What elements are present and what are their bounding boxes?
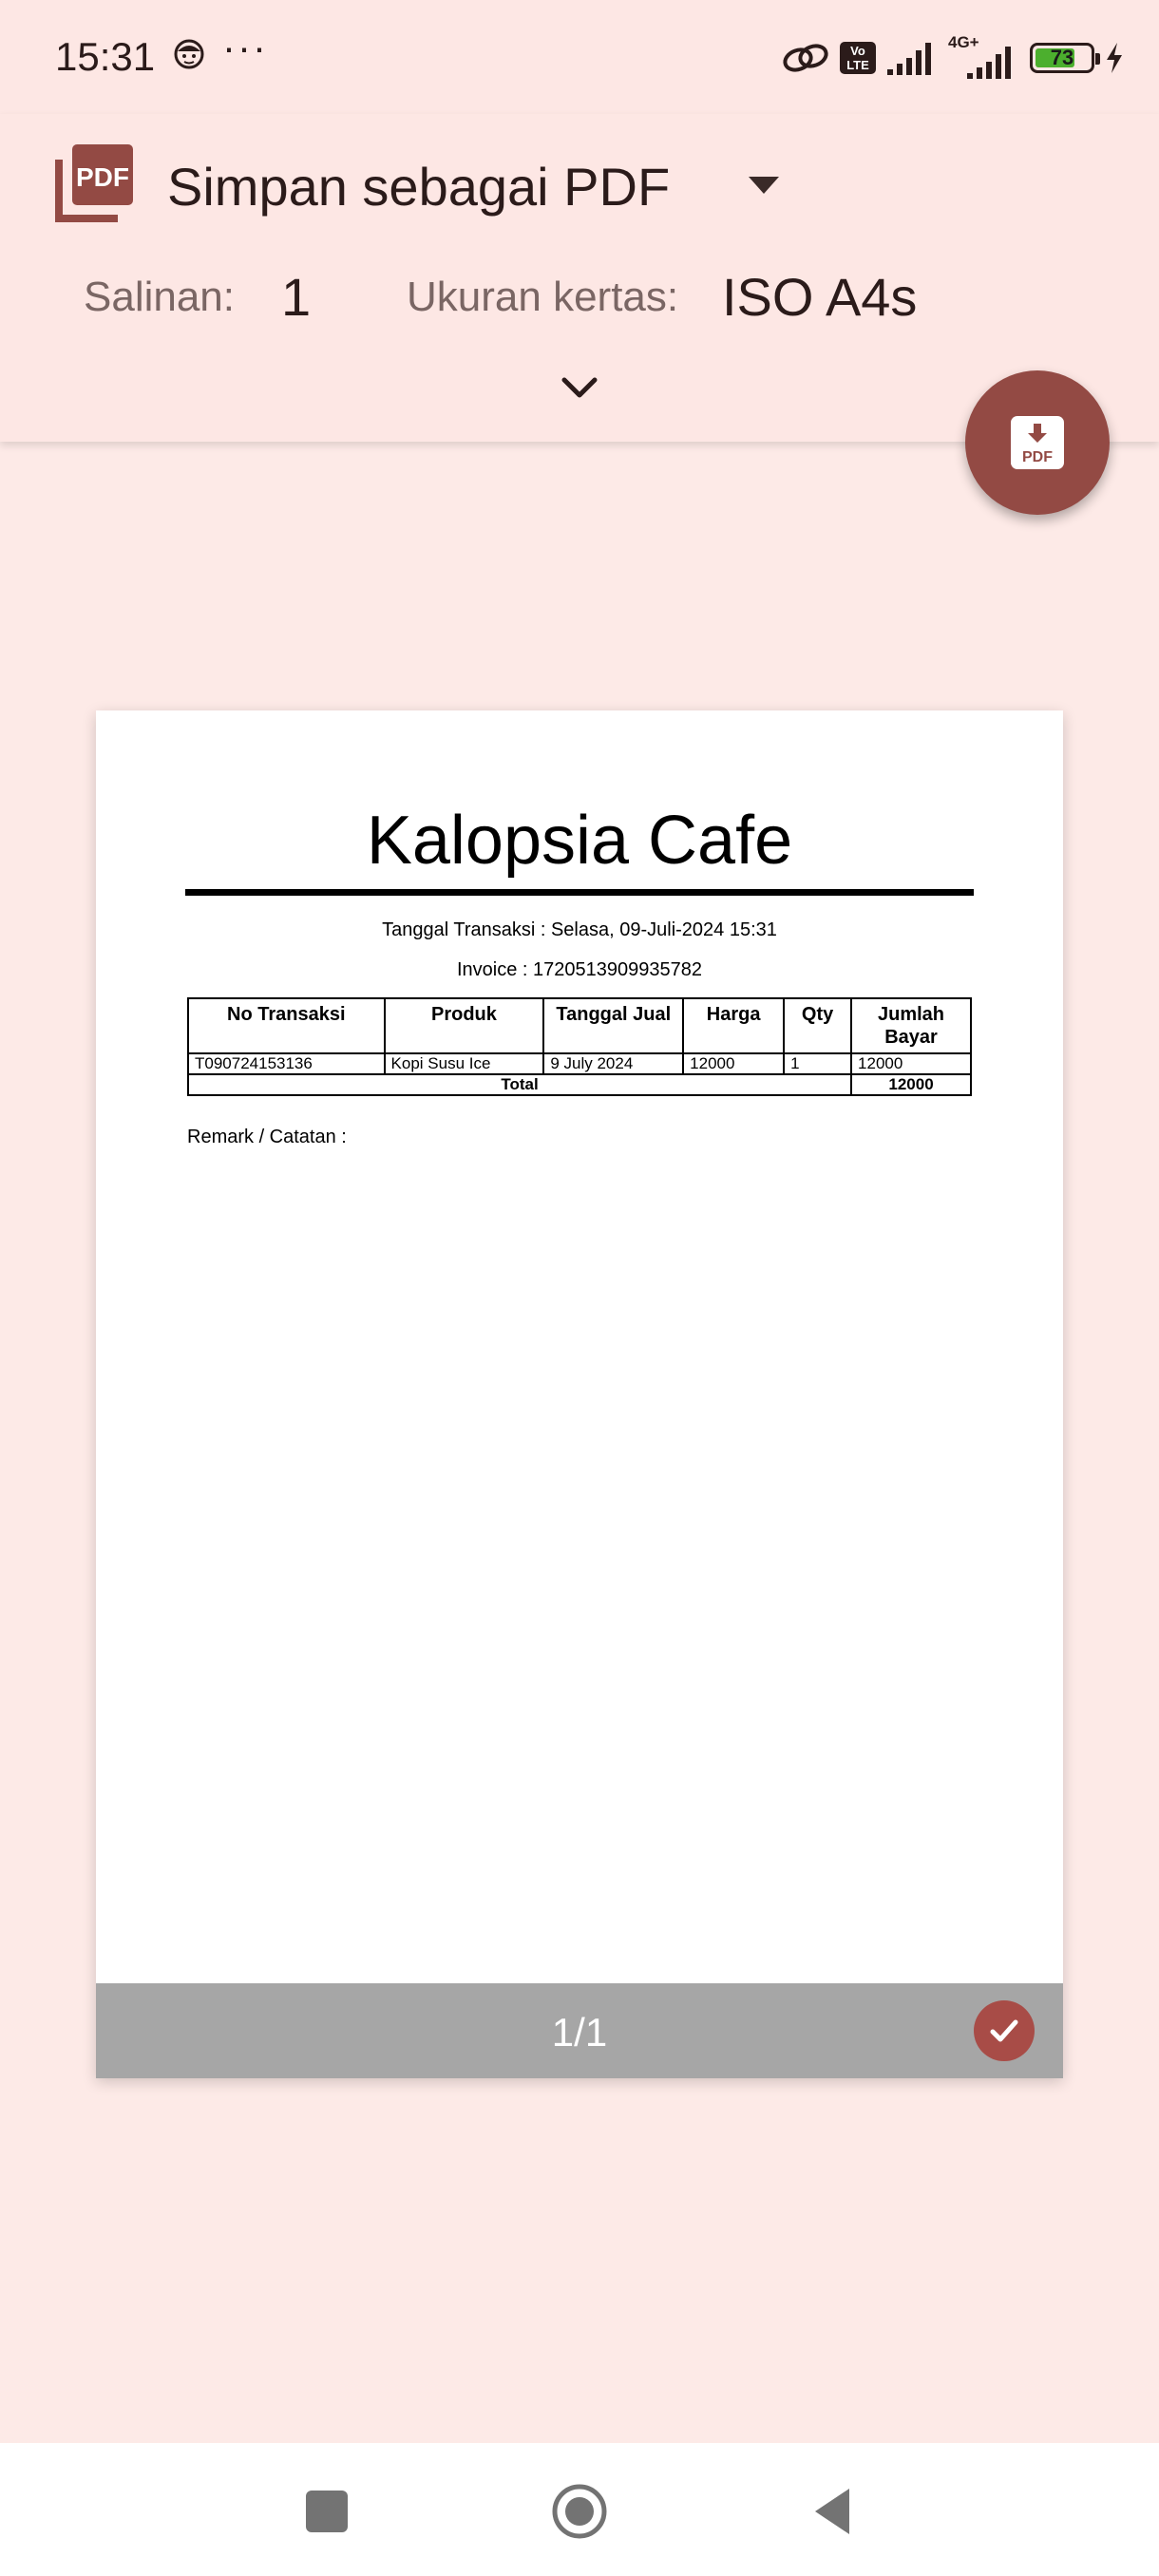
page-indicator: 1/1 [551, 2010, 608, 2055]
battery-icon [1030, 43, 1094, 73]
title-divider [185, 889, 974, 896]
column-header: Produk [385, 998, 544, 1053]
dropdown-arrow-icon[interactable] [749, 177, 779, 194]
page-selected-checkbox[interactable] [974, 2000, 1035, 2061]
more-notifications-icon: ··· [222, 25, 268, 69]
signal-4g-icon: 4G+ [948, 37, 1020, 79]
face-icon [173, 38, 205, 70]
pdf-destination-icon [53, 141, 139, 226]
status-bar [0, 0, 1159, 114]
transaction-date: Tanggal Transaksi : Selasa, 09-Juli-2024 15:31 [382, 919, 777, 940]
download-pdf-button[interactable] [965, 370, 1110, 515]
back-button[interactable] [811, 2485, 853, 2538]
table-cell: 9 July 2024 [543, 1053, 683, 1074]
recents-button[interactable] [306, 2491, 348, 2532]
invoice-number: Invoice : 1720513909935782 [456, 959, 702, 980]
destination-selector[interactable]: Simpan sebagai PDF [167, 157, 671, 217]
table-header-row [188, 998, 971, 1053]
paper-size-value[interactable]: ISO A4s [722, 267, 918, 327]
column-header: Tanggal Jual [543, 998, 683, 1053]
table-cell: 12000 [851, 1053, 971, 1074]
check-icon [985, 2012, 1023, 2050]
pdf-icon [53, 141, 139, 226]
page-preview[interactable] [96, 710, 1063, 2078]
column-header: Jumlah Bayar [851, 998, 971, 1053]
battery-level: 73 [1050, 46, 1074, 69]
table-cell: 1 [784, 1053, 851, 1074]
battery-nub [1095, 53, 1100, 65]
status-time: 15:31 [55, 34, 156, 79]
total-label: Total [188, 1074, 851, 1095]
column-header: Qty [784, 998, 851, 1053]
signal-icon [885, 41, 939, 75]
navigation-bar [0, 2443, 1159, 2576]
table-cell: Kopi Susu Ice [385, 1053, 544, 1074]
column-header: No Transaksi [188, 998, 385, 1053]
status-icons [781, 34, 1125, 82]
page-preview-footer [96, 1983, 1063, 2078]
link-icon [781, 39, 830, 77]
document-title: Kalopsia Cafe [366, 803, 793, 879]
pdf-logo-text: PDF [76, 162, 129, 192]
volte-icon: Vo LTE [840, 42, 876, 74]
remark-label: Remark / Catatan : [187, 1127, 347, 1147]
column-header: Harga [683, 998, 784, 1053]
table-cell: T090724153136 [188, 1053, 385, 1074]
table-row [188, 1053, 971, 1074]
home-button[interactable] [551, 2483, 608, 2540]
charging-icon [1104, 41, 1125, 75]
copies-label: Salinan: [84, 274, 236, 320]
table-cell: 12000 [683, 1053, 784, 1074]
invoice-table [187, 997, 972, 1096]
expand-options-icon[interactable] [553, 369, 606, 407]
table-total-row [188, 1074, 971, 1095]
copies-value[interactable]: 1 [281, 267, 312, 327]
paper-size-label: Ukuran kertas: [407, 274, 679, 320]
fab-pdf-text: PDF [1022, 449, 1053, 465]
download-pdf-icon [1007, 412, 1068, 473]
total-value: 12000 [851, 1074, 971, 1095]
